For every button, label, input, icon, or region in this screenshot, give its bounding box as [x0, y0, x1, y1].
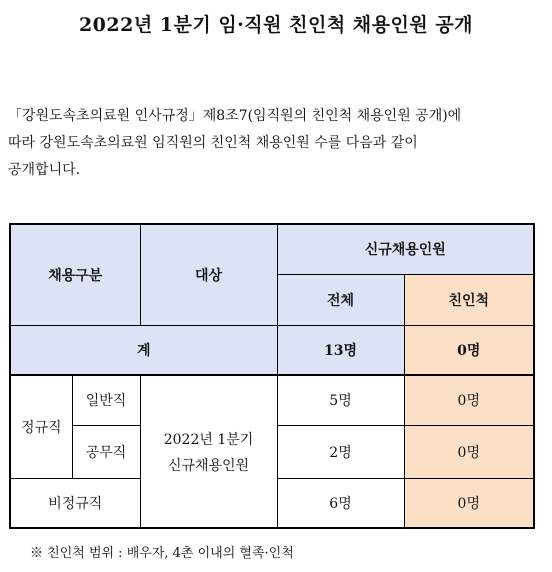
type-general: 일반직 [72, 375, 140, 425]
target-line-2: 신규채용인원 [167, 457, 250, 474]
header-category: 채용구분 [10, 224, 140, 325]
header-relatives: 친인척 [404, 274, 534, 325]
sum-label: 계 [10, 325, 277, 375]
header-target: 대상 [140, 224, 277, 325]
row-non-regular-total: 6명 [277, 478, 404, 528]
row-public-service-relatives: 0명 [404, 425, 534, 478]
target-cell [140, 375, 277, 528]
hiring-table [9, 223, 535, 529]
footnote: ※ 친인척 범위 : 배우자, 4촌 이내의 혈족·인척 [30, 546, 294, 561]
intro-line-3: 공개합니다. [8, 162, 81, 178]
intro-line-2: 따라 강원도속초의료원 임직원의 친인척 채용인원 수를 다음과 같이 [8, 135, 418, 151]
row-general-total: 5명 [277, 375, 404, 425]
header-total: 전체 [277, 274, 404, 325]
group-non-regular: 비정규직 [10, 478, 140, 528]
group-regular: 정규직 [10, 375, 72, 478]
sum-relatives: 0명 [404, 325, 534, 375]
intro-paragraph [8, 103, 538, 184]
row-public-service-total: 2명 [277, 425, 404, 478]
target-line-1: 2022년 1분기 [163, 431, 254, 448]
sum-total: 13명 [277, 325, 404, 375]
page-title: 2022년 1분기 임·직원 친인척 채용인원 공개 [78, 14, 474, 36]
header-new-hires: 신규채용인원 [277, 224, 534, 274]
intro-line-1: 「강원도속초의료원 인사규정」제8조7(임직원의 친인척 채용인원 공개)에 [8, 108, 462, 124]
row-general-relatives: 0명 [404, 375, 534, 425]
row-non-regular-relatives: 0명 [404, 478, 534, 528]
type-public-service: 공무직 [72, 425, 140, 478]
